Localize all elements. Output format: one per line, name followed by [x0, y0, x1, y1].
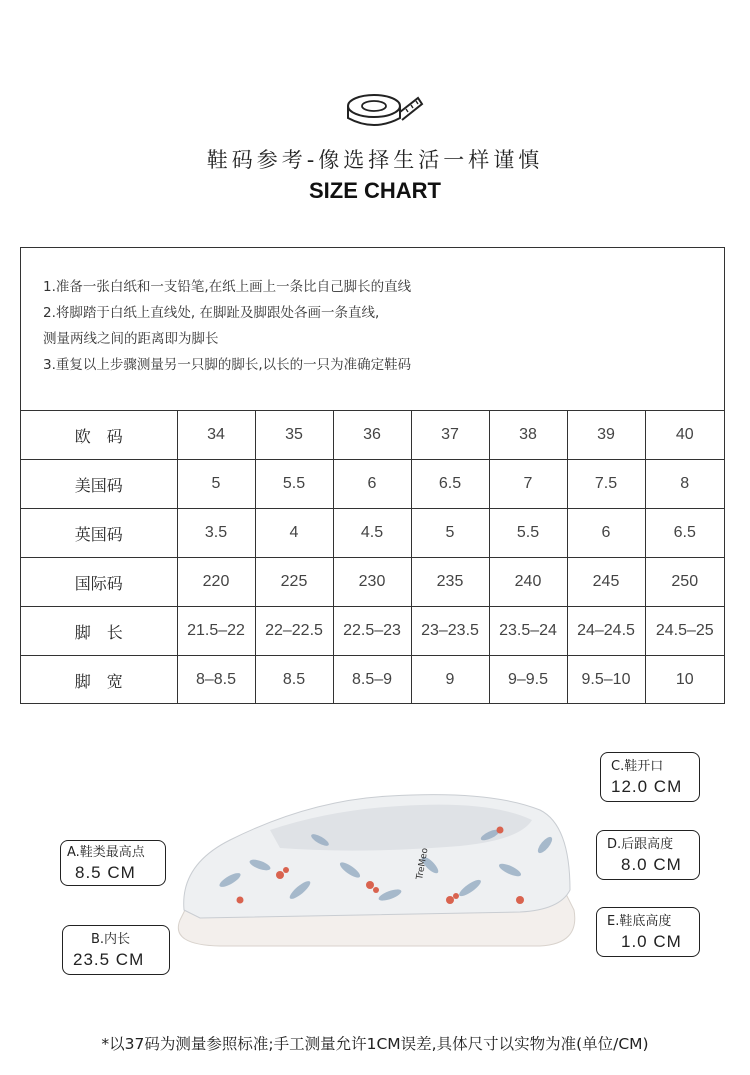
row-label: 欧 码 [21, 411, 177, 460]
instruction-line: 测量两线之间的距离即为脚长 [43, 331, 219, 347]
table-cell: 39 [567, 411, 645, 460]
callout-c-label: C.鞋开口 [611, 759, 664, 774]
row-label: 国际码 [21, 558, 177, 607]
table-cell: 8–8.5 [177, 656, 255, 705]
table-cell: 8 [645, 460, 724, 509]
table-cell: 7 [489, 460, 567, 509]
row-label: 美国码 [21, 460, 177, 509]
table-row [21, 509, 724, 558]
callout-d [596, 830, 700, 880]
table-cell: 9.5–10 [567, 656, 645, 705]
table-cell: 6.5 [411, 460, 489, 509]
table-cell: 22.5–23 [333, 607, 411, 656]
table-cell: 35 [255, 411, 333, 460]
callout-c [600, 752, 700, 802]
table-cell: 225 [255, 558, 333, 607]
table-cell: 23–23.5 [411, 607, 489, 656]
instruction-line: 3.重复以上步骤测量另一只脚的脚长,以长的一只为准确定鞋码 [43, 357, 412, 373]
callout-b [62, 925, 170, 975]
instructions [43, 274, 411, 378]
table-cell: 36 [333, 411, 411, 460]
table-cell: 5.5 [489, 509, 567, 558]
table-cell: 21.5–22 [177, 607, 255, 656]
table-cell: 3.5 [177, 509, 255, 558]
table-cell: 38 [489, 411, 567, 460]
callout-e-value: 1.0 CM [621, 932, 682, 951]
table-cell: 10 [645, 656, 724, 705]
table-cell: 24.5–25 [645, 607, 724, 656]
table-cell: 5 [177, 460, 255, 509]
shoe-illustration [160, 770, 580, 950]
callout-a [60, 840, 166, 886]
table-cell: 9 [411, 656, 489, 705]
table-cell: 4.5 [333, 509, 411, 558]
table-cell: 245 [567, 558, 645, 607]
table-cell: 37 [411, 411, 489, 460]
page-title-cn: 鞋码参考-像选择生活一样谨慎 [206, 148, 544, 172]
table-cell: 240 [489, 558, 567, 607]
table-cell: 5 [411, 509, 489, 558]
shoe-brand-label: TreMeo [415, 847, 431, 881]
callout-c-value: 12.0 CM [611, 777, 683, 796]
footnote: *以37码为测量参照标准;手工测量允许1CM误差,具体尺寸以实物为准(单位/CM) [101, 1035, 649, 1053]
table-row [21, 558, 724, 607]
row-label: 英国码 [21, 509, 177, 558]
size-table [21, 410, 724, 704]
table-cell: 8.5–9 [333, 656, 411, 705]
table-cell: 22–22.5 [255, 607, 333, 656]
table-cell: 230 [333, 558, 411, 607]
row-label: 脚 长 [21, 607, 177, 656]
table-cell: 8.5 [255, 656, 333, 705]
size-chart-box [20, 247, 725, 704]
callout-e [596, 907, 700, 957]
measuring-tape-icon [344, 90, 424, 134]
callout-b-value: 23.5 CM [73, 950, 145, 969]
table-cell: 7.5 [567, 460, 645, 509]
table-row [21, 656, 724, 705]
callout-a-label: A.鞋类最高点 [67, 845, 145, 860]
table-row [21, 411, 724, 460]
table-cell: 40 [645, 411, 724, 460]
table-cell: 34 [177, 411, 255, 460]
callout-e-label: E.鞋底高度 [607, 914, 672, 929]
callout-d-value: 8.0 CM [621, 855, 682, 874]
table-row [21, 460, 724, 509]
table-cell: 6.5 [645, 509, 724, 558]
instruction-line: 1.准备一张白纸和一支铅笔,在纸上画上一条比自己脚长的直线 [43, 279, 412, 295]
table-cell: 6 [333, 460, 411, 509]
table-cell: 23.5–24 [489, 607, 567, 656]
table-cell: 235 [411, 558, 489, 607]
callout-d-label: D.后跟高度 [607, 837, 674, 852]
table-cell: 9–9.5 [489, 656, 567, 705]
table-cell: 5.5 [255, 460, 333, 509]
callout-b-label: B.内长 [91, 932, 131, 947]
callout-a-value: 8.5 CM [75, 863, 136, 882]
page-title-en: SIZE CHART [309, 178, 441, 203]
table-cell: 4 [255, 509, 333, 558]
table-cell: 250 [645, 558, 724, 607]
table-row [21, 607, 724, 656]
row-label: 脚 宽 [21, 656, 177, 705]
instruction-line: 2.将脚踏于白纸上直线处, 在脚趾及脚跟处各画一条直线, [43, 305, 380, 321]
table-cell: 220 [177, 558, 255, 607]
table-cell: 6 [567, 509, 645, 558]
table-cell: 24–24.5 [567, 607, 645, 656]
